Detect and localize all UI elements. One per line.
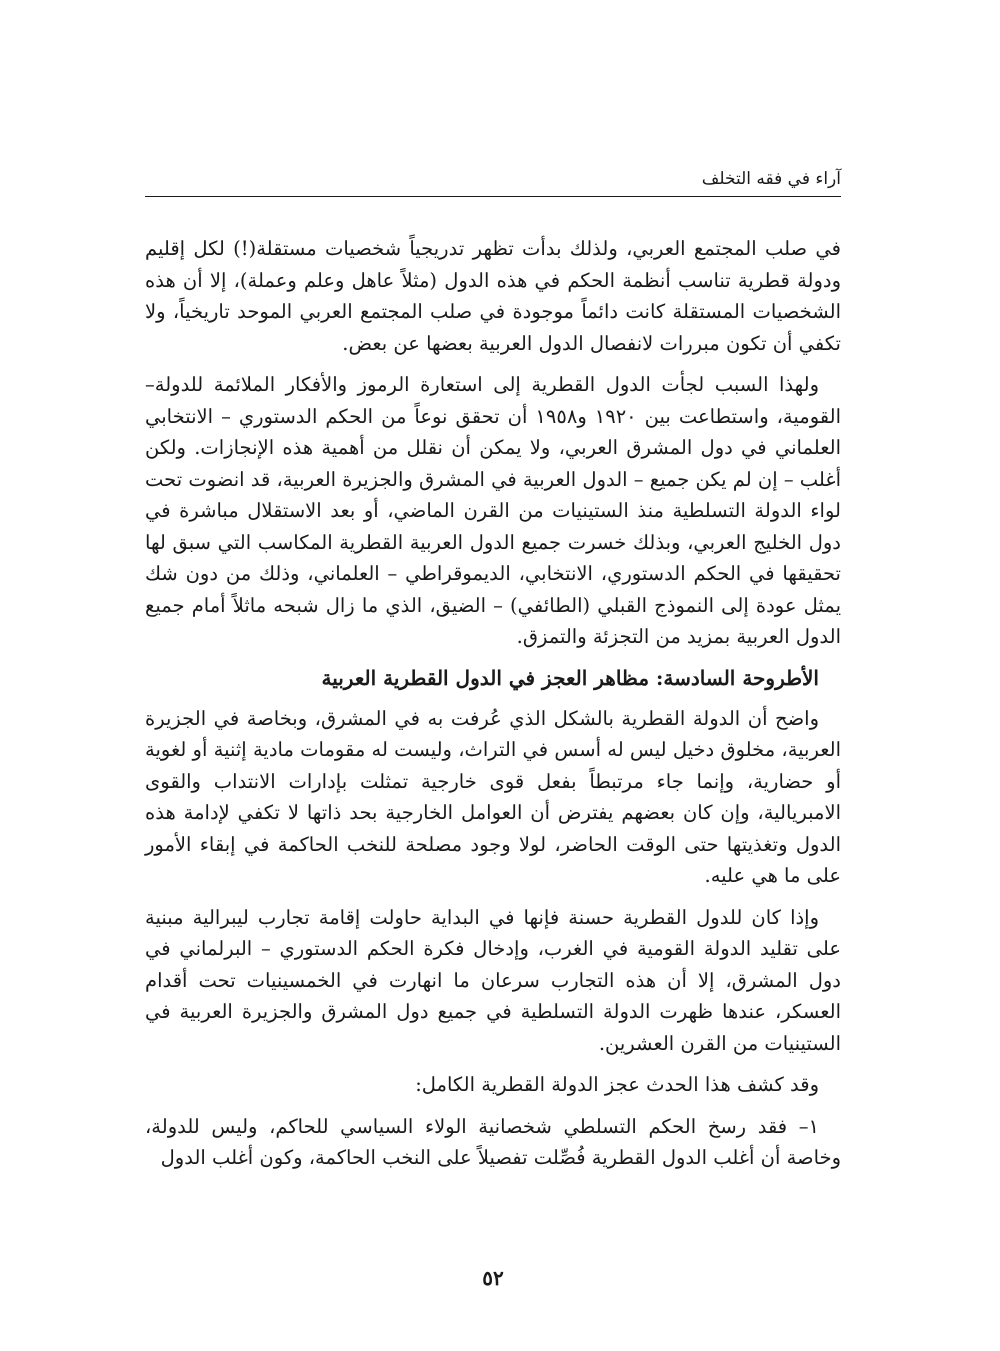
book-page — [145, 168, 841, 1288]
page-number: ٥٢ — [482, 1266, 504, 1290]
running-header: آراء في فقه التخلف — [145, 168, 841, 197]
paragraph: واضح أن الدولة القطرية بالشكل الذي عُرفت به في المشرق، وبخاصة في الجزيرة العربية، مخلوق دخيل ليس له أسس في التراث، وليست له مقومات مادية إثنية أو لغوية أو حضارية، وإنما جاء مرتبطاً بفعل قوى خارجية تمثلت بإدارات الانتداب والقوى الامبريالية، وإن كان بعضهم يفترض أن العوامل الخارجية بحد ذاتها لا تكفي لإدامة هذه الدول وتغذيتها حتى الوقت الحاضر، لولا وجود مصلحة للنخب الحاكمة في إبقاء الأمور على ما هي عليه. — [145, 706, 841, 887]
section-heading: الأطروحة السادسة: مظاهر العجز في الدول القطرية العربية — [321, 665, 819, 690]
numbered-item: ١– فقد رسخ الحكم التسلطي شخصانية الولاء السياسي للحاكم، وليس للدولة، وخاصة أن أغلب الدول القطرية فُصِّلت تفصيلاً على النخب الحاكمة، وكون أغلب الدول — [145, 1114, 841, 1169]
paragraph: ولهذا السبب لجأت الدول القطرية إلى استعارة الرموز والأفكار الملائمة للدولة– القومية، واستطاعت بين ١٩٢٠ و١٩٥٨ أن تحقق نوعاً من الحكم الدستوري – الانتخابي العلماني في دول المشرق العربي، ولا يمكن أن نقلل من أهمية هذه الإنجازات. ولكن أغلب – إن لم يكن جميع – الدول العربية في المشرق والجزيرة العربية، قد انضوت تحت لواء الدولة التسلطية منذ الستينيات من القرن الماضي، أو بعد الاستقلال مباشرة في دول الخليج العربي، وبذلك خسرت جميع الدول العربية القطرية المكاسب التي سبق لها تحقيقها في الحكم الدستوري، الانتخابي، الديموقراطي – العلماني، وذلك من دون شك يمثل عودة إلى النموذج القبلي (الطائفي) – الضيق، الذي ما زال شبحه ماثلاً أمام جميع الدول العربية بمزيد من التجزئة والتمزق. — [145, 373, 841, 648]
paragraph-continuation: في صلب المجتمع العربي، ولذلك بدأت تظهر تدريجياً شخصيات مستقلة(!) لكل إقليم ودولة قطرية تناسب أنظمة الحكم في هذه الدول (مثلاً عاهل وعلم وعملة)، إلا أن هذه الشخصيات المستقلة كانت دائماً موجودة في صلب المجتمع العربي الموحد تاريخياً، ولا تكفي أن تكون مبررات لانفصال الدول العربية بعضها عن بعض. — [145, 237, 841, 355]
paragraph: وإذا كان للدول القطرية حسنة فإنها في البداية حاولت إقامة تجارب ليبرالية مبنية على تقليد الدولة القومية في الغرب، وإدخال فكرة الحكم الدستوري – البرلماني في دول المشرق، إلا أن هذه التجارب سرعان ما انهارت في الخمسينيات تحت أقدام العسكر، عندها ظهرت الدولة التسلطية في جميع دول المشرق والجزيرة العربية في الستينيات من القرن العشرين. — [145, 905, 841, 1055]
body-text — [145, 233, 841, 1174]
paragraph: وقد كشف هذا الحدث عجز الدولة القطرية الكامل: — [415, 1073, 819, 1096]
